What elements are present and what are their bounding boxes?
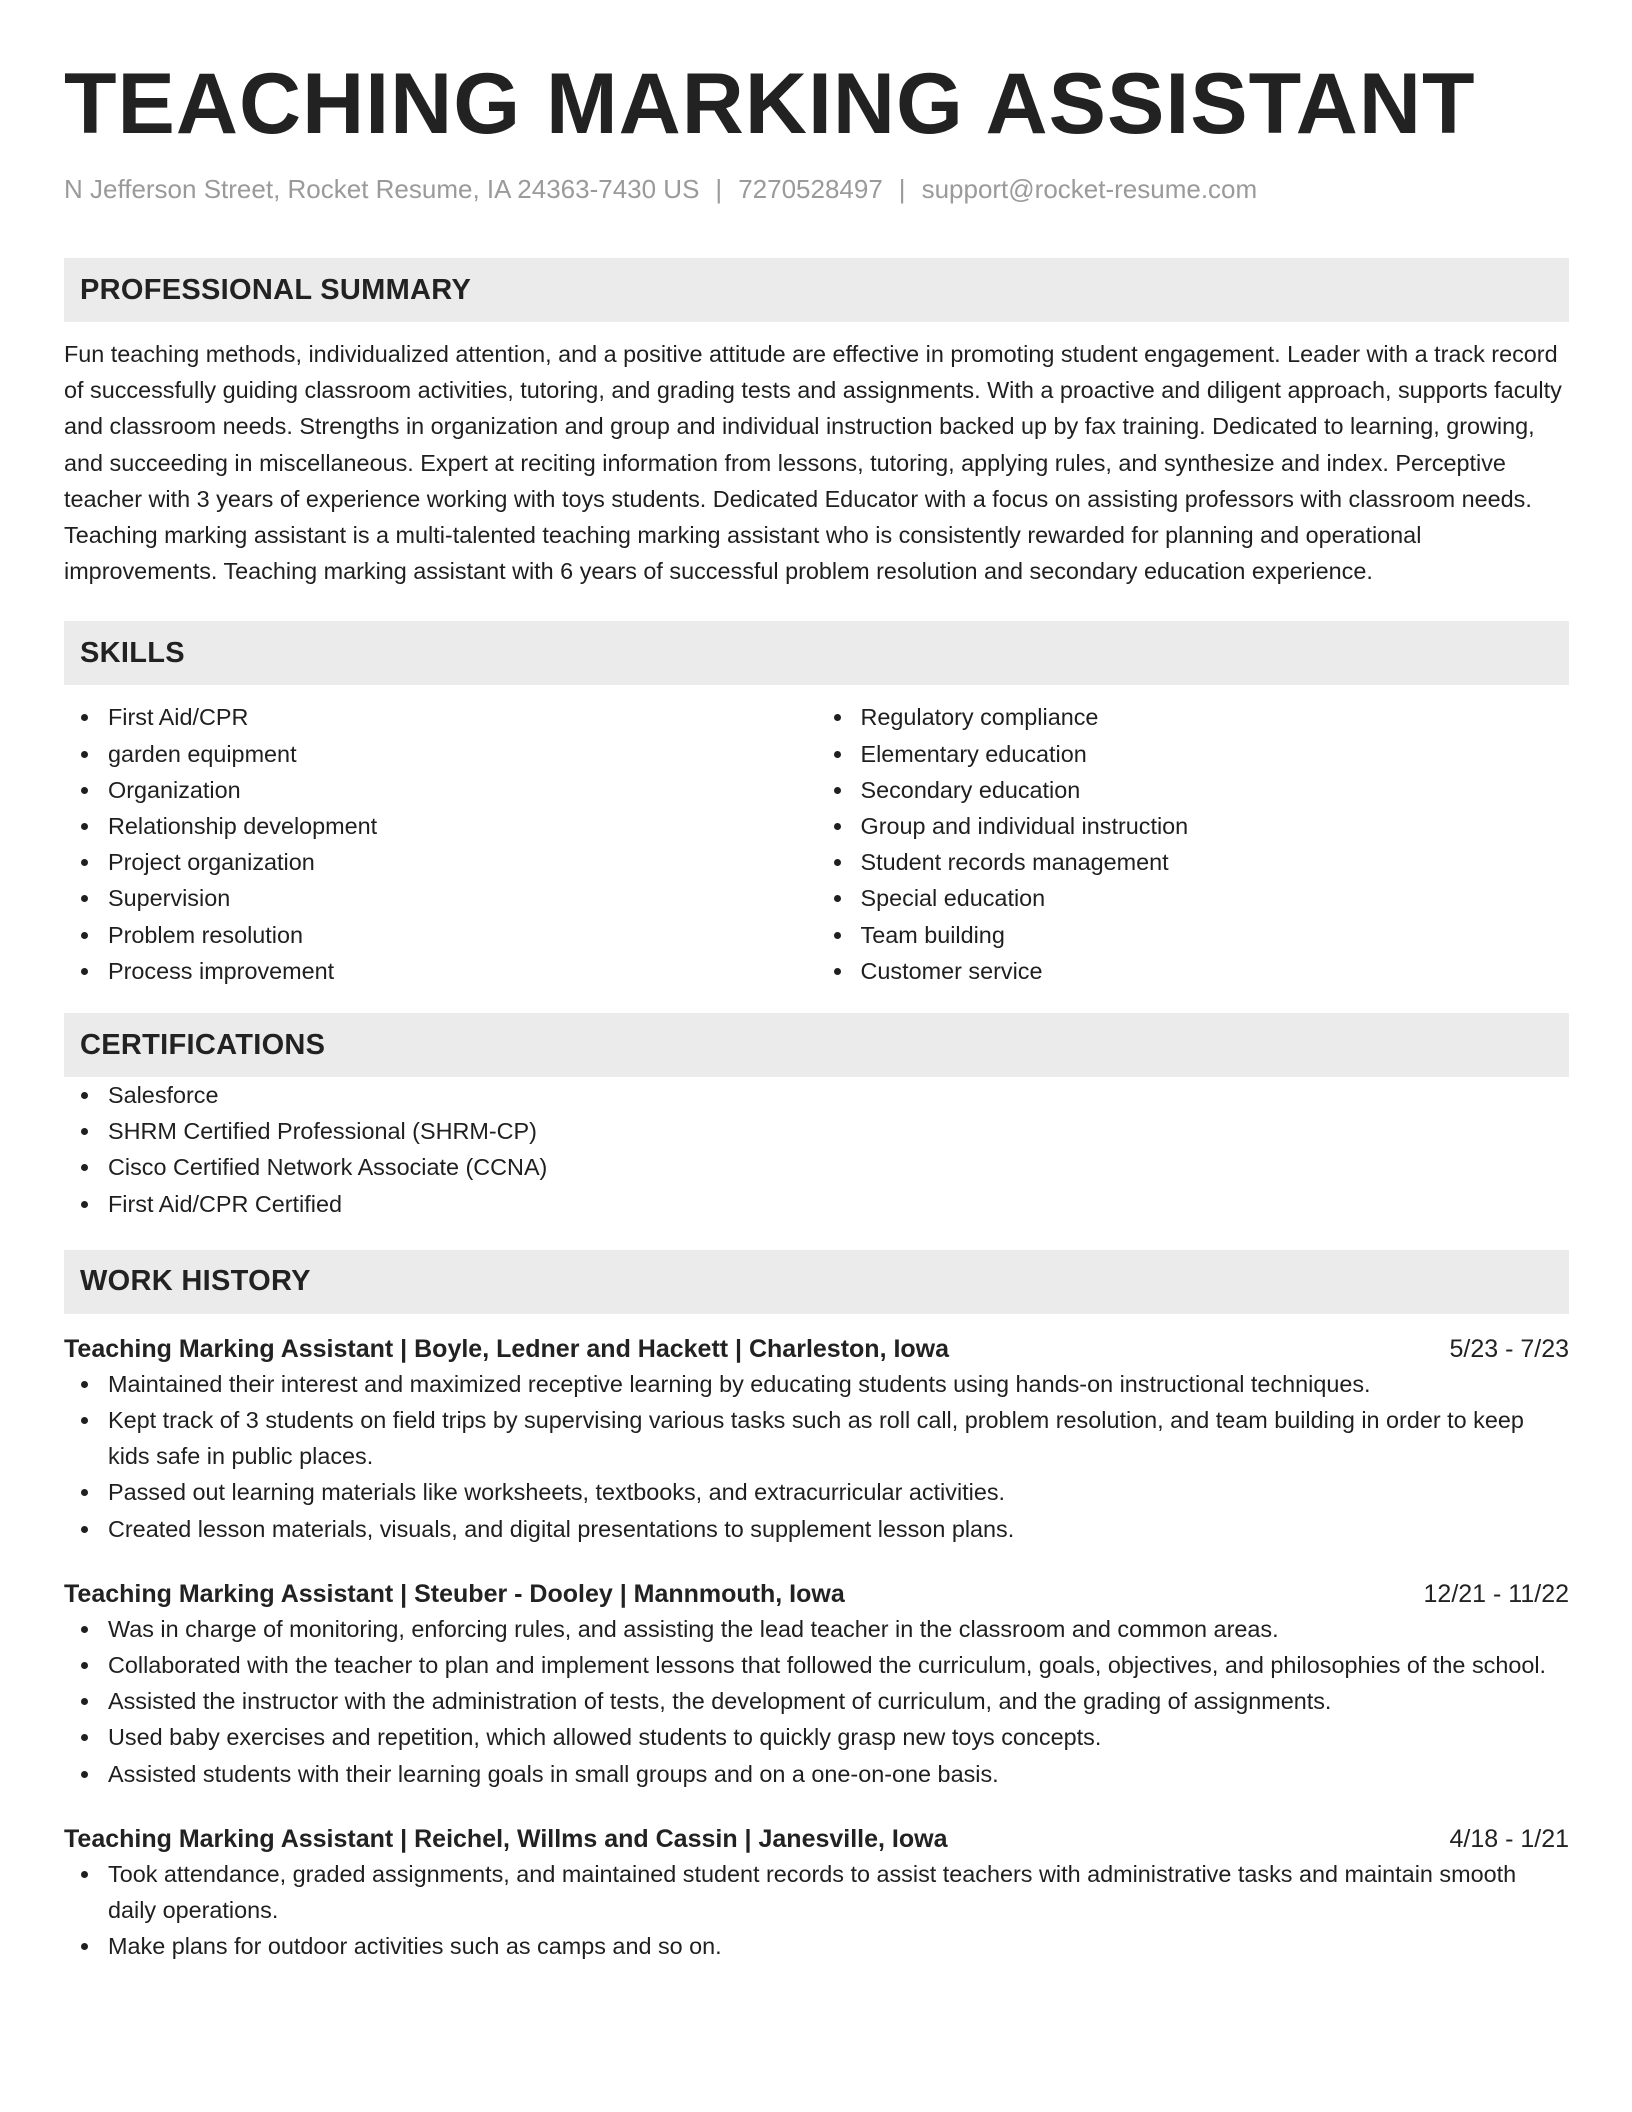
certification-item: First Aid/CPR Certified [64,1186,1569,1222]
contact-separator: | [715,174,723,204]
job-bullet: Used baby exercises and repetition, which allowed students to quickly grasp new toys concepts. [64,1719,1569,1755]
section-heading-work-history: WORK HISTORY [64,1250,1569,1314]
skill-item: Student records management [817,844,1570,880]
skill-item: Project organization [64,844,817,880]
section-heading-summary: PROFESSIONAL SUMMARY [64,258,1569,322]
job-dates: 5/23 - 7/23 [1449,1334,1569,1363]
job-bullet: Created lesson materials, visuals, and digital presentations to supplement lesson plans. [64,1511,1569,1547]
job-bullet: Took attendance, graded assignments, and maintained student records to assist teachers with administrative tasks and maintain smooth daily operations. [64,1856,1569,1928]
candidate-name: TEACHING MARKING ASSISTANT [64,56,1476,152]
skill-item: Problem resolution [64,917,817,953]
contact-separator: | [898,174,906,204]
phone: 7270528497 [738,174,883,204]
skill-item: Supervision [64,880,817,916]
contact-line [64,172,1569,206]
summary-text: Fun teaching methods, individualized attention, and a positive attitude are effective in promoting student engagement. Leader with a track record of successfully guiding classroom activities, tutoring, and grading tests and assignments. With a proactive and diligent approach, supports faculty and classroom needs. Strengths in organization and group and individual instruction backed up by fax training. Dedicated to learning, growing, and succeeding in miscellaneous. Expert at reciting information from lessons, tutoring, applying rules, and synthesize and index. Perceptive teacher with 3 years of experience working with toys students. Dedicated Educator with a focus on assisting professors with classroom needs. Teaching marking assistant is a multi-talented teaching marking assistant who is consistently rewarded for planning and operational improvements. Teaching marking assistant with 6 years of successful problem resolution and secondary education experience. [64,341,1562,585]
job-bullet: Assisted students with their learning goals in small groups and on a one-on-one basis. [64,1756,1569,1792]
skill-item: Group and individual instruction [817,808,1570,844]
address: N Jefferson Street, Rocket Resume, IA 24363-7430 US [64,174,700,204]
job-entry [64,1577,1569,1792]
job-title: Teaching Marking Assistant | Reichel, Willms and Cassin | Janesville, Iowa [64,1824,948,1853]
job-bullet: Maintained their interest and maximized receptive learning by educating students using hands-on instructional techniques. [64,1366,1569,1402]
skill-item: Regulatory compliance [817,699,1570,735]
section-heading-certifications: CERTIFICATIONS [64,1013,1569,1077]
job-bullet: Kept track of 3 students on field trips by supervising various tasks such as roll call, problem resolution, and team building in order to keep kids safe in public places. [64,1402,1569,1474]
job-dates: 4/18 - 1/21 [1449,1824,1569,1853]
skill-item: Organization [64,772,817,808]
skill-item: Special education [817,880,1570,916]
job-bullets [64,1611,1569,1792]
job-bullet: Assisted the instructor with the administration of tests, the development of curriculum, and the grading of assignments. [64,1683,1569,1719]
certification-item: Cisco Certified Network Associate (CCNA) [64,1149,1569,1185]
skill-item: Team building [817,917,1570,953]
skills-columns [64,699,1569,989]
job-bullet: Was in charge of monitoring, enforcing rules, and assisting the lead teacher in the classroom and common areas. [64,1611,1569,1647]
job-bullets [64,1366,1569,1547]
job-bullet: Collaborated with the teacher to plan and implement lessons that followed the curriculum, goals, objectives, and philosophies of the school. [64,1647,1569,1683]
skills-list-right [817,699,1570,989]
job-bullets [64,1856,1569,1965]
section-heading-skills: SKILLS [64,621,1569,685]
job-bullet: Make plans for outdoor activities such as camps and so on. [64,1928,1569,1964]
email: support@rocket-resume.com [921,174,1258,204]
job-title: Teaching Marking Assistant | Boyle, Ledner and Hackett | Charleston, Iowa [64,1334,950,1363]
job-entry [64,1332,1569,1547]
job-header [64,1577,1569,1611]
job-bullet: Passed out learning materials like worksheets, textbooks, and extracurricular activities. [64,1474,1569,1510]
skill-item: Elementary education [817,736,1570,772]
certification-item: SHRM Certified Professional (SHRM-CP) [64,1113,1569,1149]
skill-item: Customer service [817,953,1570,989]
skill-item: garden equipment [64,736,817,772]
job-title: Teaching Marking Assistant | Steuber - Dooley | Mannmouth, Iowa [64,1579,845,1608]
job-header [64,1822,1569,1856]
skills-list-left [64,699,817,989]
skill-item: Process improvement [64,953,817,989]
job-header [64,1332,1569,1366]
skill-item: Secondary education [817,772,1570,808]
certification-item: Salesforce [64,1077,1569,1113]
certifications-list [64,1077,1569,1222]
job-entry [64,1822,1569,1965]
skill-item: Relationship development [64,808,817,844]
job-dates: 12/21 - 11/22 [1423,1579,1569,1608]
skill-item: First Aid/CPR [64,699,817,735]
